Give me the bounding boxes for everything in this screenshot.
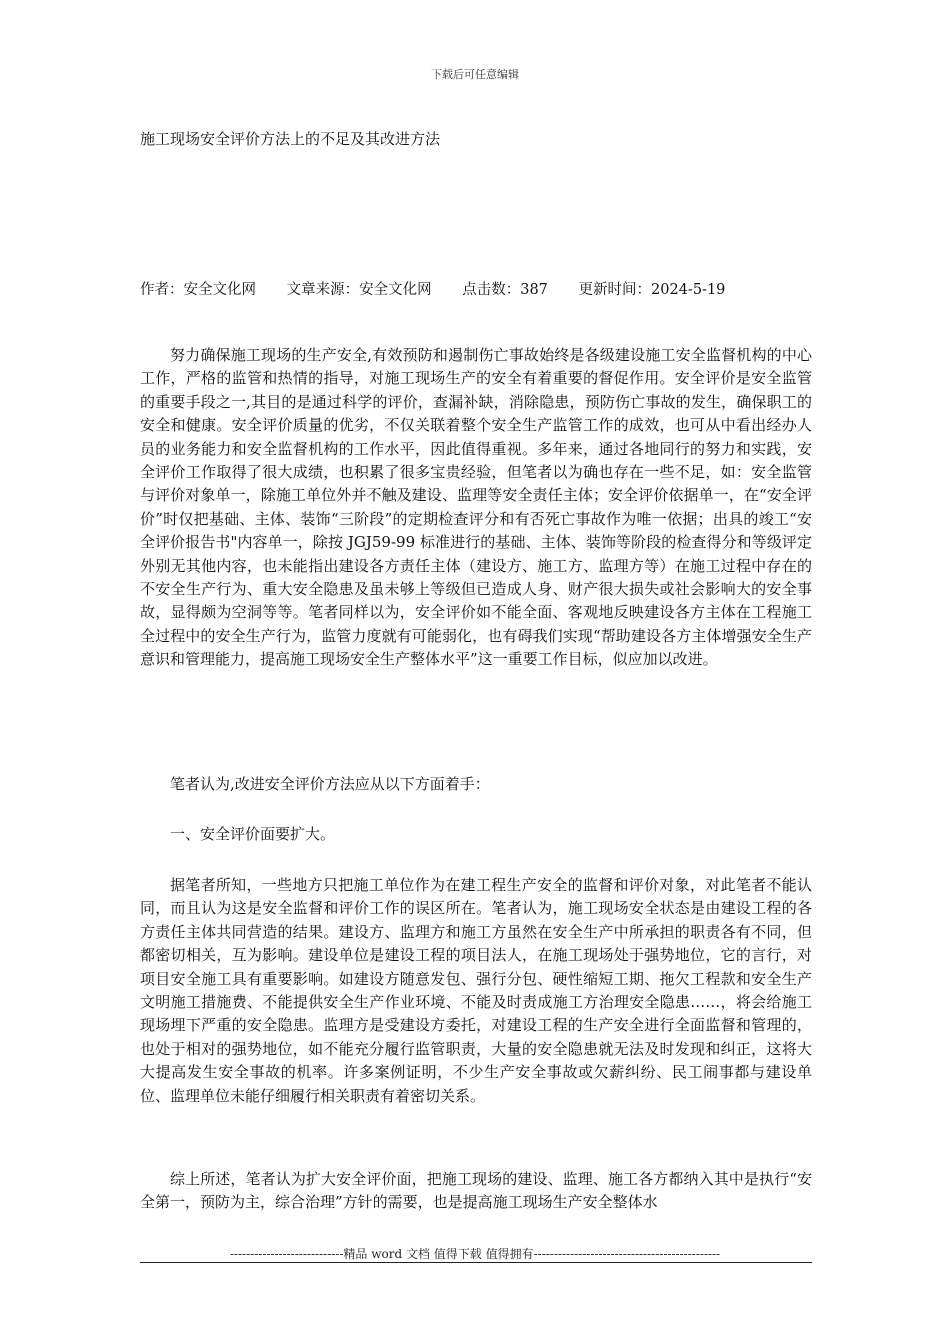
paragraph: 据笔者所知，一些地方只把施工单位作为在建工程生产安全的监督和评价对象，对此笔者不能认同，而且认为这是安全监督和评价工作的误区所在。笔者认为，施工现场安全状态是由建设工程的各方责任主体共同营造的结果。建设方、监理方和施工方虽然在安全生产中所承担的职责各有不同，但都密切相关，互为影响。建设单位是建设工程的项目法人，在施工现场处于强势地位，它的言行，对项目安全施工具有重要影响。如建设方随意发包、强行分包、硬性缩短工期、拖欠工程款和安全生产文明施工措施费、不能提供安全生产作业环境、不能及时责成施工方治理安全隐患……，将会给施工现场埋下严重的安全隐患。监理方是受建设方委托，对建设工程的生产安全进行全面监督和管理的，也处于相对的强势地位，如不能充分履行监管职责，大量的安全隐患就无法及时发现和纠正，这将大大提高发生安全事故的机率。许多案例证明，不少生产安全事故或欠薪纠纷、民工闹事都与建设单位、监理单位未能仔细履行相关职责有着密切关系。 bbox=[140, 876, 812, 1105]
meta-author: 作者：安全文化网 bbox=[140, 282, 256, 298]
footer-note: ----------------------------精品 word 文档 值得下载 值得拥有---------------------------------------------- bbox=[229, 1247, 721, 1261]
meta-updated: 更新时间：2024-5-19 bbox=[578, 282, 726, 298]
meta-source: 文章来源：安全文化网 bbox=[286, 282, 432, 298]
section-heading: 一、安全评价面要扩大。 bbox=[170, 825, 336, 843]
meta-clicks: 点击数：387 bbox=[462, 282, 548, 298]
footer-divider bbox=[140, 1262, 812, 1263]
paragraph: 笔者认为,改进安全评价方法应从以下方面着手： bbox=[170, 775, 490, 793]
paragraph: 努力确保施工现场的生产安全,有效预防和遏制伤亡事故始终是各级建设施工安全监督机构的中心工作，严格的监管和热情的指导，对施工现场生产的安全有着重要的督促作用。安全评价是安全监管的重要手段之一,其目的是通过科学的评价，查漏补缺，消除隐患，预防伤亡事故的发生，确保职工的安全和健康。安全评价质量的优劣，不仅关联着整个安全生产监管工作的成效，也可从中看出经办人员的业务能力和安全监督机构的工作水平，因此值得重视。多年来，通过各地同行的努力和实践，安全评价工作取得了很大成绩，也积累了很多宝贵经验，但笔者以为确也存在一些不足，如：安全监管与评价对象单一，除施工单位外并不触及建设、监理等安全责任主体；安全评价依据单一，在“安全评价”时仅把基础、主体、装饰“三阶段”的定期检查评分和有否死亡事故作为唯一依据；出具的竣工“安全评价报告书"内容单一，除按 JGJ59-99 标准进行的基础、主体、装饰等阶段的检查得分和等级评定外别无其他内容，也未能指出建设各方责任主体（建设方、施工方、监理方等）在施工过程中存在的不安全生产行为、重大安全隐患及虽未够上等级但已造成人身、财产很大损失或社会影响大的安全事故，显得颇为空洞等等。笔者同样以为，安全评价如不能全面、客观地反映建设各方主体在工程施工全过程中的安全生产行为，监管力度就有可能弱化，也有碍我们实现“帮助建设各方主体增强安全生产意识和管理能力，提高施工现场安全生产整体水平”这一重要工作目标，似应加以改进。 bbox=[140, 346, 812, 669]
header-note: 下载后可任意编辑 bbox=[431, 68, 519, 81]
paragraph: 综上所述，笔者认为扩大安全评价面，把施工现场的建设、监理、施工各方都纳入其中是执行“安全第一，预防为主，综合治理”方针的需要，也是提高施工现场生产安全整体水 bbox=[140, 1170, 812, 1212]
article-meta bbox=[140, 278, 751, 299]
page-title: 施工现场安全评价方法上的不足及其改进方法 bbox=[140, 130, 441, 148]
